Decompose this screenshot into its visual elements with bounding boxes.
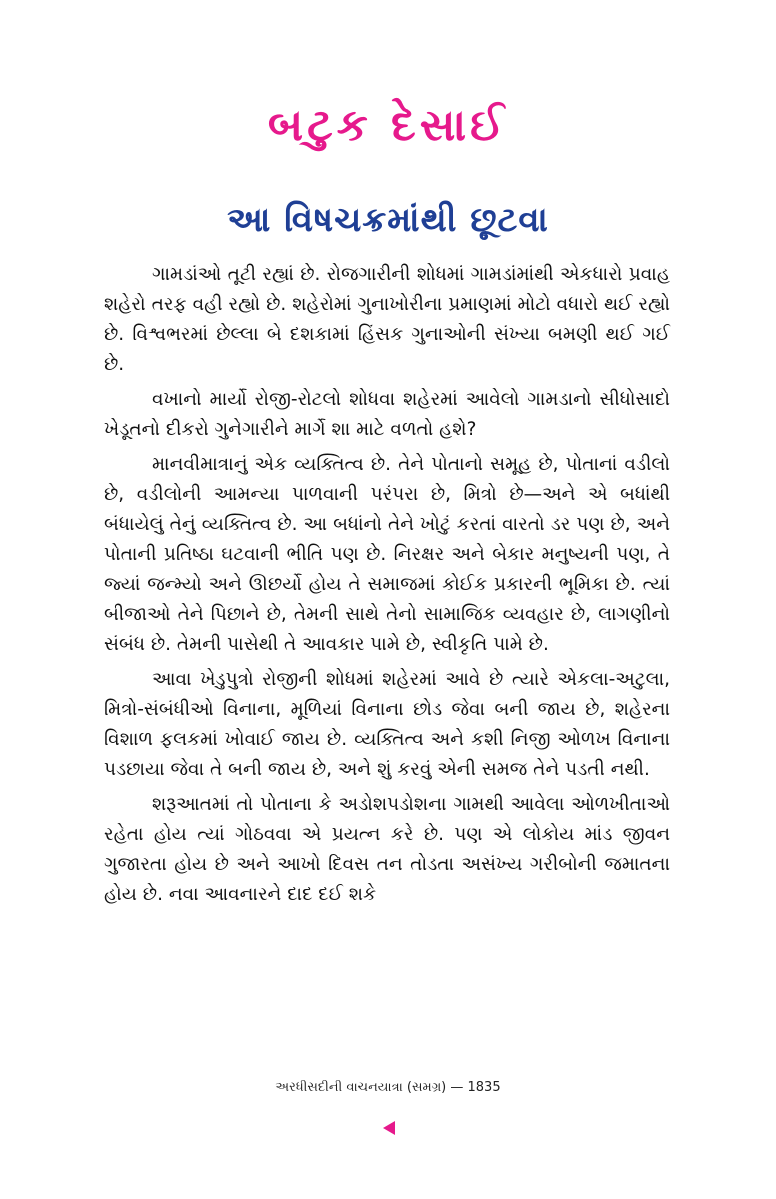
paragraph-2: વખાનો માર્યો રોજી-રોટલો શોધવા શહેરમાં આવેલો ગામડાનો સીધોસાદો ખેડૂતનો દીકરો ગુનેગારીને માર્ગે શા માટે વળતો હશે?	[104, 389, 670, 440]
paragraph-4: આવા ખેડુપુત્રો રોજીની શોધમાં શહેરમાં આવે છે ત્યારે એકલા-અટુલા, મિત્રો-સંબંધીઓ વિનાના, મૂળિયાં વિનાના છોડ જેવા બની જાય છે, શહેરના વિશાળ ફલકમાં ખોવાઈ જાય છે. વ્યક્તિત્વ અને કશી નિજી ઓળખ વિનાના પડછાયા જેવા તે બની જાય છે, અને શું કરવું એની સમજ તેને પડતી નથી.	[104, 669, 670, 780]
paragraph-5: શરૂઆતમાં તો પોતાના કે અડોશપડોશના ગામથી આવેલા ઓળખીતાઓ રહેતા હોય ત્યાં ગોઠવવા એ પ્રયત્ન કરે છે. પણ એ લોકોય માંડ જીવન ગુજારતા હોય છે અને આખો દિવસ તન તોડતા અસંખ્ય ગરીબોની જમાતના હોય છે. નવા આવનારને દાદ દઈ શકે	[104, 794, 670, 905]
article-title: આ વિષચક્રમાંથી છૂટવા	[227, 200, 549, 240]
article-body	[104, 260, 670, 915]
page-footer: અરધીસદીની વાચનયાત્રા (સમગ્ર) — 1835	[275, 1080, 501, 1095]
previous-page-arrow-icon[interactable]	[383, 1121, 395, 1135]
paragraph-1: ગામડાંઓ તૂટી રહ્યાં છે. રોજગારીની શોધમાં ગામડાંમાંથી એકધારો પ્રવાહ શહેરો તરફ વહી રહ્યો છે. શહેરોમાં ગુનાખોરીના પ્રમાણમાં મોટો વધારો થઈ રહ્યો છે. વિશ્વભરમાં છેલ્લા બે દશકામાં હિંસક ગુનાઓની સંખ્યા બમણી થઈ ગઈ છે.	[104, 264, 670, 375]
author-name: બટુક દેસાઈ	[267, 100, 509, 151]
paragraph-3: માનવીમાત્રાનું એક વ્યક્તિત્વ છે. તેને પોતાનો સમૂહ છે, પોતાનાં વડીલો છે, વડીલોની આમન્યા પાળવાની પરંપરા છે, મિત્રો છે—અને એ બધાંથી બંધાયેલું તેનું વ્યક્તિત્વ છે. આ બધાંનો તેને ખોટું કરતાં વારતો ડર પણ છે, અને પોતાની પ્રતિષ્ઠા ઘટવાની ભીતિ પણ છે. નિરક્ષર અને બેકાર મનુષ્યની પણ, તે જ્યાં જન્મ્યો અને ઊછર્યો હોય તે સમાજમાં કોઈક પ્રકારની ભૂમિકા છે. ત્યાં બીજાઓ તેને પિછાને છે, તેમની સાથે તેનો સામાજિક વ્યવહાર છે, લાગણીનો સંબંધ છે. તેમની પાસેથી તે આવકાર પામે છે, સ્વીકૃતિ પામે છે.	[104, 454, 670, 655]
